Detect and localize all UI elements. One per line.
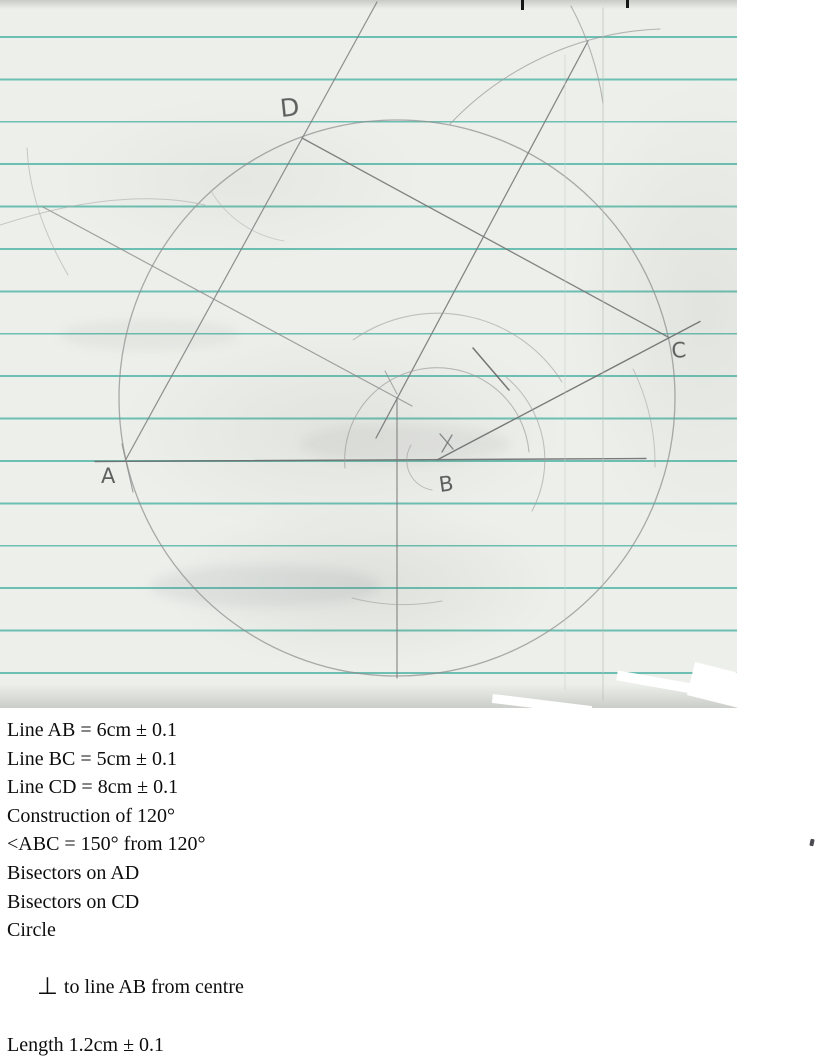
bisector-arc-from-a — [0, 199, 205, 225]
perpendicular-bisector-dc — [376, 41, 588, 438]
angle-arc-b-middle — [345, 368, 529, 468]
note-angle-abc: <ABC = 150° from 120° — [7, 833, 206, 856]
point-label-a: A — [101, 464, 116, 488]
note-circle: Circle — [7, 919, 56, 942]
note-line-ab: Line AB = 6cm ± 0.1 — [7, 719, 178, 741]
line-dc — [302, 138, 668, 337]
radius-arc-near-c — [633, 369, 655, 467]
line-ab-extended — [95, 459, 646, 462]
small-arc-below-b — [407, 445, 432, 490]
angle-arc-b-right — [506, 377, 545, 511]
note-line-bc: Line BC = 5cm ± 0.1 — [7, 747, 178, 770]
point-label-c: C — [670, 338, 687, 363]
ink-speck-artifact — [809, 839, 814, 847]
scan-edge-tick-2 — [626, 0, 629, 8]
point-label-d: D — [278, 92, 301, 123]
line-bc-extended — [437, 322, 700, 461]
angle-arc-b-outer — [353, 313, 562, 382]
line-ad-extended — [125, 2, 377, 461]
perpendicular-symbol: ⊥ — [37, 974, 59, 1001]
tick-cross-arc — [473, 348, 509, 390]
note-length: Length 1.2cm ± 0.1 — [7, 1033, 165, 1056]
note-bisectors-cd: Bisectors on CD — [7, 890, 140, 913]
faint-arc-near-d — [211, 191, 284, 241]
marking-notes — [7, 716, 244, 1059]
note-construction-120: Construction of 120° — [7, 804, 175, 827]
scan-edge-tick-1 — [521, 0, 524, 10]
note-bisectors-ad: Bisectors on AD — [7, 861, 140, 884]
point-label-b: B — [437, 471, 455, 497]
note-perpendicular — [7, 945, 244, 1031]
note-perpendicular-text: to line AB from centre — [58, 976, 244, 999]
bisector-arc-from-c — [450, 29, 660, 124]
note-line-cd: Line CD = 8cm ± 0.1 — [7, 776, 179, 799]
tick-through-a — [122, 444, 133, 492]
perpendicular-bisector-ad — [43, 207, 412, 406]
bisector-arc-from-d-top — [571, 6, 603, 103]
